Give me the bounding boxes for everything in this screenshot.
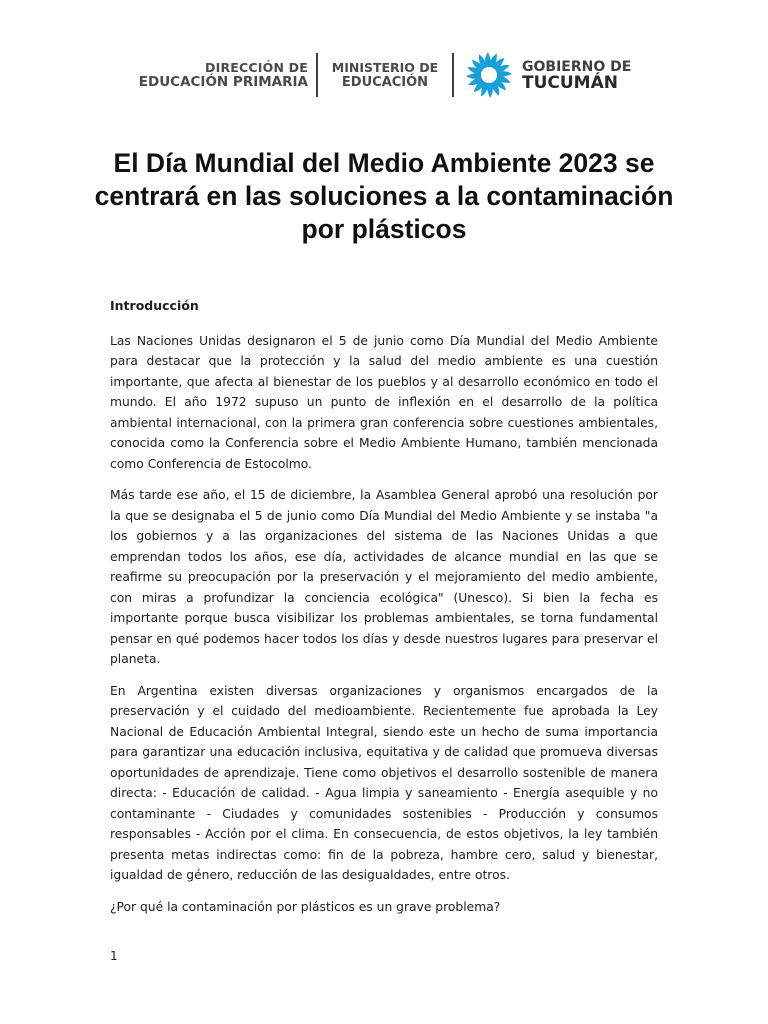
- org3-line1: GOBIERNO DE: [522, 59, 632, 75]
- paragraph: Las Naciones Unidas designaron el 5 de junio como Día Mundial del Medio Ambiente para destacar que la protección y la salud del medio ambiente es una cuestión importante, que afecta al bienestar de los pueblos y al desarrollo económico en todo el mundo. El año 1972 supuso un punto de inflexión en el desarrollo de la política ambiental internacional, con la primera gran conferencia sobre cuestiones ambientales, conocida como la Conferencia sobre el Medio Ambiente Humano, también mencionada como Conferencia de Estocolmo.: [110, 333, 658, 471]
- sun-rays-logo-icon: [464, 50, 514, 100]
- direccion-educacion-primaria-logo: [112, 60, 316, 90]
- paragraph: Más tarde ese año, el 15 de diciembre, la Asamblea General aprobó una resolución por la que se designaba el 5 de junio como Día Mundial del Medio Ambiente y se instaba "a los gobiernos y a las organizaciones del sistema de las Naciones Unidas a que emprendan todos los años, ese día, actividades de alcance mundial en las que se reafirme su preocupación por la preservación y el mejoramiento del medio ambiente, con miras a profundizar la conciencia ecológica" (Unesco). Si bien la fecha es importante porque busca visibilizar los problemas ambientales, se torna fundamental pensar en qué podemos hacer todos los días y desde nuestros lugares para preservar el planeta.: [110, 488, 658, 666]
- org3-line2: TUCUMÁN: [522, 73, 618, 93]
- document-header: [112, 44, 658, 106]
- question-heading: ¿Por qué la contaminación por plásticos es un grave problema?: [110, 899, 501, 914]
- org1-line2: EDUCACIÓN PRIMARIA: [138, 74, 308, 90]
- org1-line1: DIRECCIÓN DE: [205, 60, 308, 75]
- paragraph: En Argentina existen diversas organizaciones y organismos encargados de la preservación y el cuidado del medioambiente. Recientemente fue aprobada la Ley Nacional de Educación Ambiental Integral, siendo este un hecho de suma importancia para garantizar una educación inclusiva, equitativa y de calidad que promueva diversas oportunidades de aprendizaje. Tiene como objetivos el desarrollo sostenible de manera directa: - Educación de calidad. - Agua limpia y saneamiento - Energía asequible y no contaminante - Ciudades y comunidades sostenibles - Producción y consumos responsables - Acción por el clima. En consecuencia, de estos objetivos, la ley también presenta metas indirectas como: fin de la pobreza, hambre cero, salud y bienestar, igualdad de género, reducción de las desigualdades, entre otros.: [110, 683, 658, 882]
- gobierno-tucuman-logo: [454, 50, 631, 100]
- page-title: El Día Mundial del Medio Ambiente 2023 se centrará en las soluciones a la contaminación por plásticos: [94, 148, 674, 244]
- document-body: [110, 296, 658, 928]
- ministerio-educacion-logo: [318, 60, 452, 90]
- section-heading: Introducción: [110, 298, 199, 313]
- org2-line1: MINISTERIO DE: [331, 60, 439, 75]
- org2-line2: EDUCACIÓN: [341, 75, 429, 90]
- page-number: 1: [110, 949, 118, 963]
